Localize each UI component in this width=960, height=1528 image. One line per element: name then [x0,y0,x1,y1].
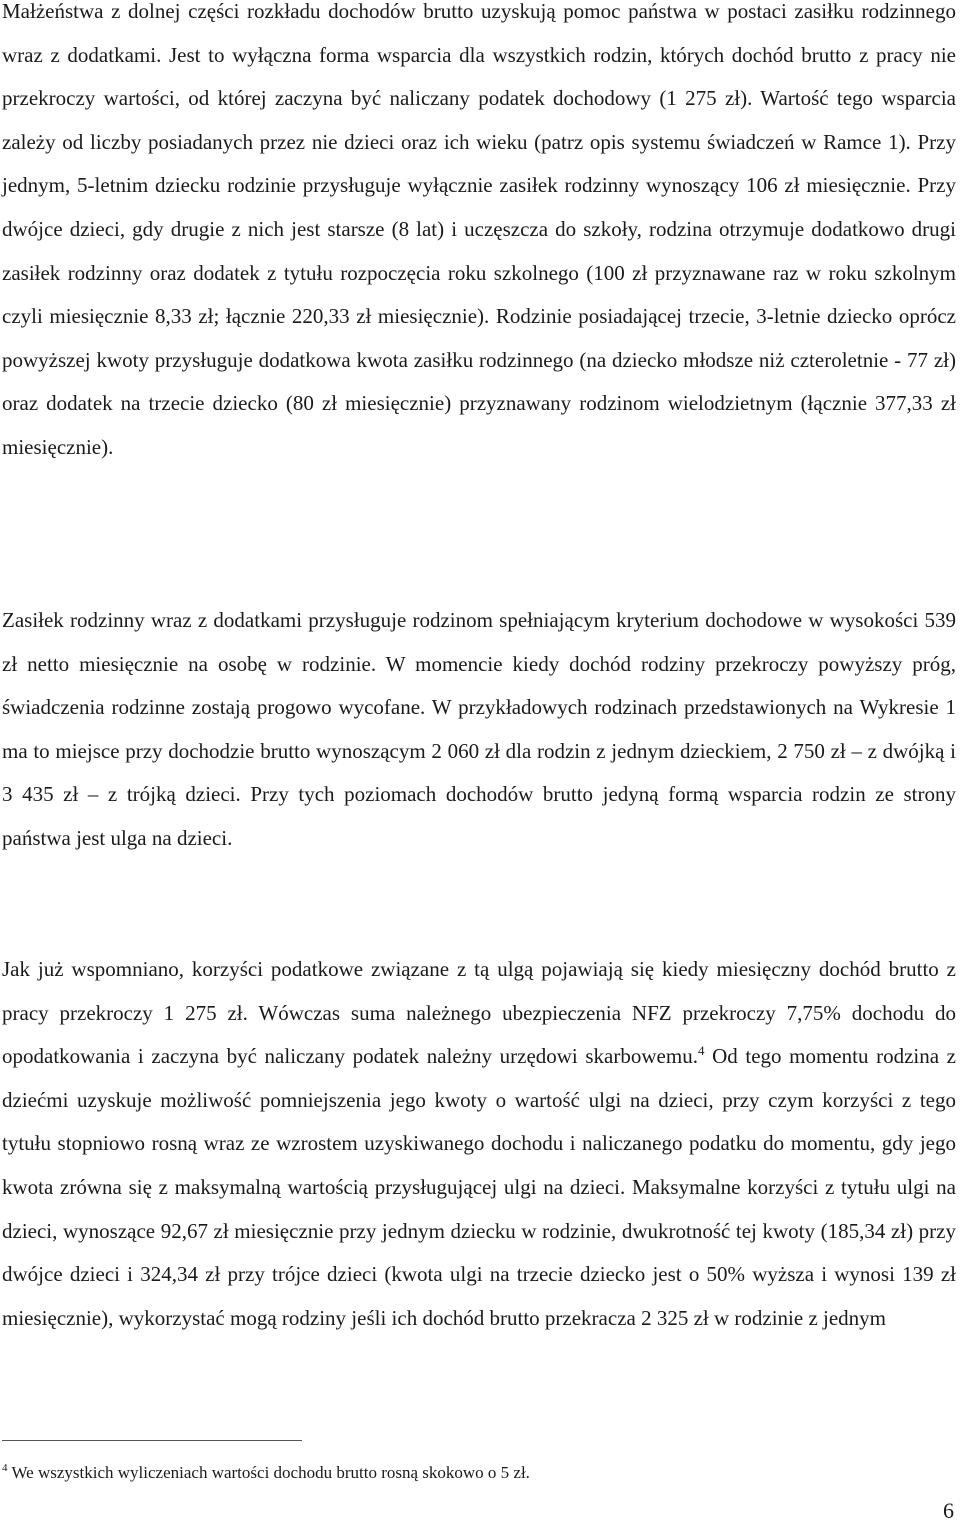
footnote-reference: 4 [697,1043,705,1059]
footnote [2,1462,902,1484]
paragraph-income-criterion: Zasiłek rodzinny wraz z dodatkami przysługuje rodzinom spełniającym kryterium dochodowe w wysokości 539 zł netto miesięcznie na osobę w rodzinie. W momencie kiedy dochód rodziny przekroczy powyższy próg, świadczenia rodzinne zostają progowo wycofane. W przykładowych rodzinach przedstawionych na Wykresie 1 ma to miejsce przy dochodzie brutto wynoszącym 2 060 zł dla rodzin z jednym dzieckiem, 2 750 zł – z dwójką i 3 435 zł – z trójką dzieci. Przy tych poziomach dochodów brutto jedyną formą wsparcia rodzin ze strony państwa jest ulga na dzieci. [2,608,956,850]
footnote-text: We wszystkich wyliczeniach wartości dochodu brutto rosną skokowo o 5 zł. [11,1463,530,1482]
paragraph-tax-relief-text-end: Od tego momentu rodzina z dziećmi uzyskuje możliwość pomniejszenia jego kwoty o wartość ulgi na dzieci, przy czym korzyści z tego tytułu stopniowo rosną wraz ze wzrostem uzyskiwanego dochodu i naliczanego podatku do momentu, gdy jego kwota zrówna się z maksymalną wartością przysługującej ulgi na dzieci. Maksymalne korzyści z tytułu ulgi na dzieci, wynoszące 92,67 zł miesięcznie przy jednym dziecku w rodzinie, dwukrotność tej kwoty (185,34 zł) przy dwójce dzieci i 324,34 zł przy trójce dzieci (kwota ulgi na trzecie dziecko jest o 50% wyższa i wynosi 139 zł miesięcznie), wykorzystać mogą rodziny jeśli ich dochód brutto przekracza 2 325 zł w rodzinie z jednym [2,1044,956,1330]
paragraph-family-allowance: Małżeństwa z dolnej części rozkładu dochodów brutto uzyskują pomoc państwa w postaci zasiłku rodzinnego wraz z dodatkami. Jest to wyłączna forma wsparcia dla wszystkich rodzin, których dochód brutto z pracy nie przekroczy wartości, od której zaczyna być naliczany podatek dochodowy (1 275 zł). Wartość tego wsparcia zależy od liczby posiadanych przez nie dzieci oraz ich wieku (patrz opis systemu świadczeń w Ramce 1). Przy jednym, 5-letnim dziecku rodzinie przysługuje wyłącznie zasiłek rodzinny wynoszący 106 zł miesięcznie. Przy dwójce dzieci, gdy drugie z nich jest starsze (8 lat) i uczęszcza do szkoły, rodzina otrzymuje dodatkowo drugi zasiłek rodzinny oraz dodatek z tytułu rozpoczęcia roku szkolnego (100 zł przyznawane raz w roku szkolnym czyli miesięcznie 8,33 zł; łącznie 220,33 zł miesięcznie). Rodzinie posiadającej trzecie, 3-letnie dziecko oprócz powyższej kwoty przysługuje dodatkowa kwota zasiłku rodzinnego (na dziecko młodsze niż czteroletnie - 77 zł) oraz dodatek na trzecie dziecko (80 zł miesięcznie) przyznawany rodzinom wielodzietnym (łącznie 377,33 zł miesięcznie). [2,0,956,459]
paragraph-tax-relief-text-start: Jak już wspomniano, korzyści podatkowe związane z tą ulgą pojawiają się kiedy miesięczny dochód brutto z pracy przekroczy 1 275 zł. Wówczas suma należnego ubezpieczenia NFZ przekroczy 7,75% dochodu do opodatkowania i zaczyna być naliczany podatek należny urzędowi skarbowemu. [2,957,956,1069]
footnote-divider [2,1440,302,1441]
paragraph-tax-relief [2,948,956,1340]
footnote-mark: 4 [2,1462,8,1475]
page-number: 6 [943,1498,954,1523]
